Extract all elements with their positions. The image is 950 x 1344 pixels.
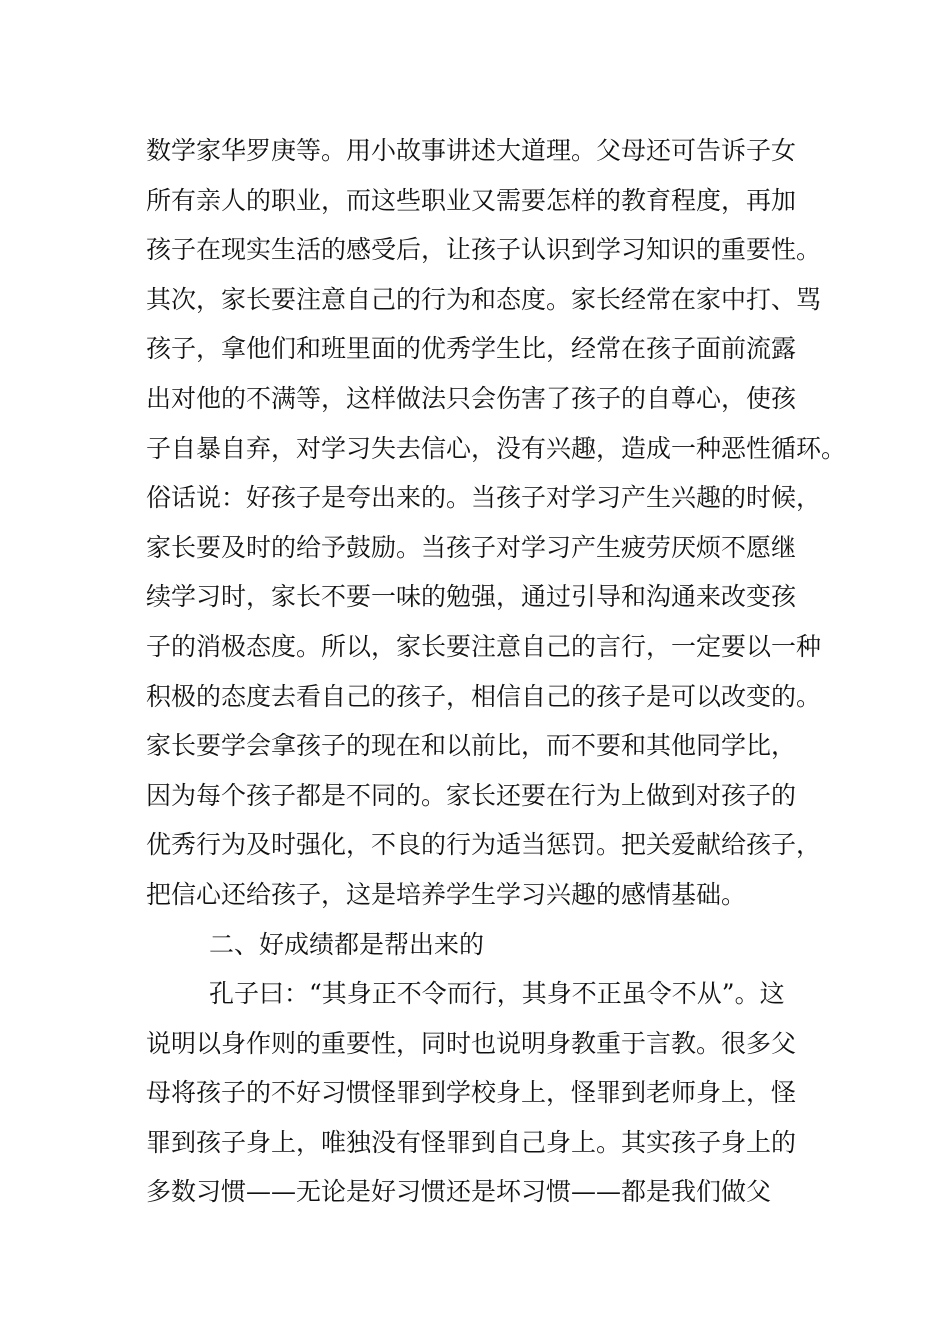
text-line: 所有亲人的职业，而这些职业又需要怎样的教育程度，再加 (146, 185, 797, 215)
text-line: 续学习时，家长不要一味的勉强，通过引导和沟通来改变孩 (146, 582, 797, 612)
paragraph-start-line: 孔子曰：“其身正不令而行，其身不正虽令不从”。这 (209, 979, 785, 1009)
text-line: 子自暴自弃，对学习失去信心，没有兴趣，造成一种恶性循环。 (146, 433, 847, 463)
text-line: 俗话说：好孩子是夸出来的。当孩子对学习产生兴趣的时候， (146, 483, 822, 513)
text-line: 因为每个孩子都是不同的。家长还要在行为上做到对孩子的 (146, 780, 797, 810)
text-line: 出对他的不满等，这样做法只会伤害了孩子的自尊心，使孩 (146, 383, 797, 413)
text-line: 优秀行为及时强化，不良的行为适当惩罚。把关爱献给孩子， (146, 830, 822, 860)
text-line: 说明以身作则的重要性，同时也说明身教重于言教。很多父 (146, 1028, 797, 1058)
text-line: 积极的态度去看自己的孩子，相信自己的孩子是可以改变的。 (146, 681, 822, 711)
text-line: 母将孩子的不好习惯怪罪到学校身上，怪罪到老师身上，怪 (146, 1078, 797, 1108)
body-text (146, 126, 847, 1217)
text-line: 把信心还给孩子，这是培养学生学习兴趣的感情基础。 (146, 879, 747, 909)
text-line: 家长要及时的给予鼓励。当孩子对学习产生疲劳厌烦不愿继 (146, 532, 797, 562)
text-line: 子的消极态度。所以，家长要注意自己的言行，一定要以一种 (146, 631, 822, 661)
text-line: 罪到孩子身上，唯独没有怪罪到自己身上。其实孩子身上的 (146, 1127, 797, 1157)
text-line: 孩子在现实生活的感受后，让孩子认识到学习知识的重要性。 (146, 235, 822, 265)
text-line: 多数习惯——无论是好习惯还是坏习惯——都是我们做父 (146, 1177, 772, 1207)
text-line: 家长要学会拿孩子的现在和以前比，而不要和其他同学比， (146, 731, 797, 761)
text-line: 其次，家长要注意自己的行为和态度。家长经常在家中打、骂 (146, 284, 822, 314)
text-line: 孩子，拿他们和班里面的优秀学生比，经常在孩子面前流露 (146, 334, 797, 364)
text-line: 数学家华罗庚等。用小故事讲述大道理。父母还可告诉子女 (146, 136, 797, 165)
section-heading: 二、好成绩都是帮出来的 (209, 929, 485, 959)
